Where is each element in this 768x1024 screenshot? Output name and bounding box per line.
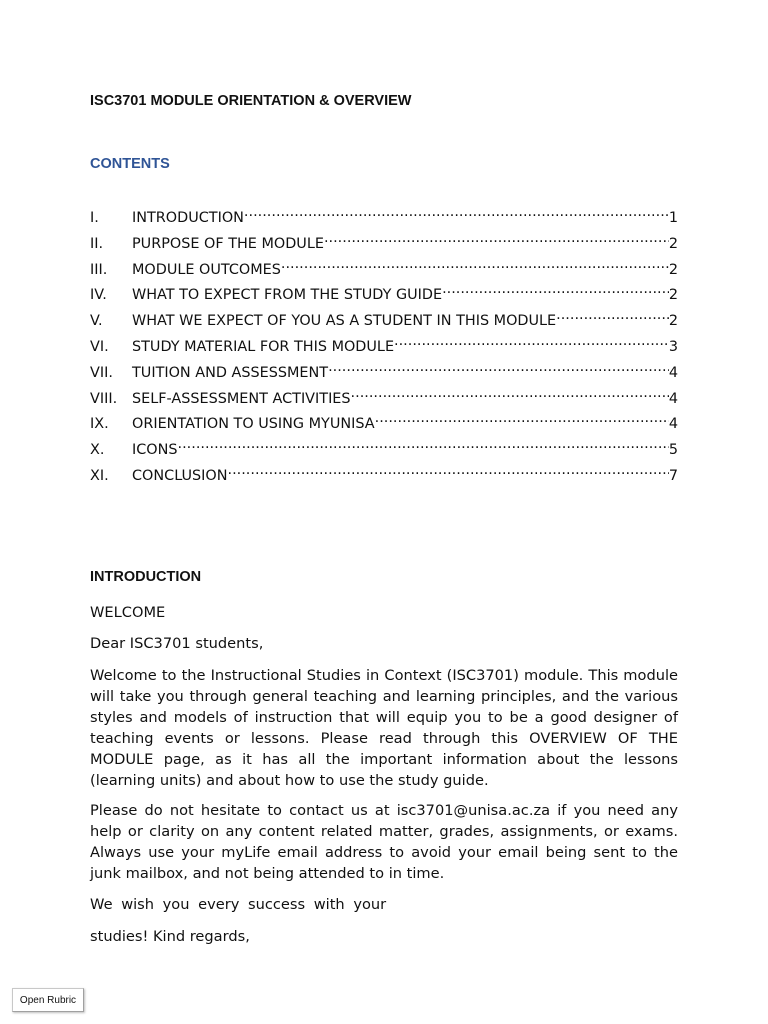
toc-entry-title: WHAT TO EXPECT FROM THE STUDY GUIDE <box>132 287 443 304</box>
toc-entry-page: 4 <box>668 416 678 433</box>
open-rubric-button[interactable]: Open Rubric <box>12 988 84 1012</box>
toc-entry[interactable] <box>90 385 678 411</box>
toc-dot-leader <box>228 462 669 480</box>
toc-entry[interactable] <box>90 281 678 307</box>
toc-entry-number: IV. <box>90 287 107 304</box>
toc-entry-page: 5 <box>668 442 678 459</box>
toc-dot-leader <box>442 281 669 299</box>
toc-dot-leader <box>394 333 669 351</box>
toc-dot-leader <box>324 230 669 248</box>
toc-entry[interactable] <box>90 462 678 488</box>
toc-entry-number: VII. <box>90 364 113 381</box>
toc-entry-title: PURPOSE OF THE MODULE <box>132 235 324 252</box>
toc-entry[interactable] <box>90 230 678 256</box>
toc-entry-page: 2 <box>668 313 678 330</box>
toc-entry-page: 4 <box>668 364 678 381</box>
toc-entry-title: STUDY MATERIAL FOR THIS MODULE <box>132 338 395 355</box>
toc-entry-page: 2 <box>668 261 678 278</box>
toc-dot-leader <box>556 307 669 325</box>
toc-dot-leader <box>281 256 669 274</box>
closing-line-1: We wish you every success with your <box>90 896 387 913</box>
toc-dot-leader <box>178 436 669 454</box>
intro-paragraph-1: Welcome to the Instructional Studies in Context (ISC3701) module. This module will take you through general teaching and learning principles, and the various styles and models of instruction that will equip you to be a good designer of teaching events or lessons. Please read through this OVERVIEW OF THE MODULE page, as it has all the important information about the lessons (learning units) and about how to use the study guide. <box>90 667 678 789</box>
toc-entry-number: X. <box>90 442 105 459</box>
toc-dot-leader <box>351 385 669 403</box>
greeting-text: Dear ISC3701 students, <box>90 635 264 652</box>
closing-line-2: studies! Kind regards, <box>90 928 250 945</box>
toc-entry-number: II. <box>90 235 104 252</box>
toc-entry-number: XI. <box>90 467 109 484</box>
toc-entry-page: 7 <box>668 467 678 484</box>
toc-entry-title: ORIENTATION TO USING MYUNISA <box>132 416 375 433</box>
table-of-contents <box>90 204 678 488</box>
toc-dot-leader <box>244 204 669 222</box>
toc-dot-leader <box>375 410 669 428</box>
contents-heading: CONTENTS <box>90 156 170 172</box>
toc-entry-title: WHAT WE EXPECT OF YOU AS A STUDENT IN THIS MODULE <box>132 313 557 330</box>
introduction-heading: INTRODUCTION <box>90 569 202 585</box>
toc-entry-number: I. <box>90 210 99 226</box>
toc-entry[interactable] <box>90 333 678 359</box>
toc-entry[interactable] <box>90 256 678 282</box>
welcome-text: WELCOME <box>90 604 166 621</box>
document-title: ISC3701 MODULE ORIENTATION & OVERVIEW <box>90 93 412 109</box>
toc-entry[interactable] <box>90 307 678 333</box>
toc-entry-page: 2 <box>668 287 678 304</box>
toc-entry-page: 4 <box>668 390 678 407</box>
toc-entry-page: 3 <box>668 338 678 355</box>
toc-entry[interactable] <box>90 410 678 436</box>
toc-entry-page: 1 <box>668 210 678 226</box>
toc-entry-title: ICONS <box>132 442 178 459</box>
toc-entry-number: VIII. <box>90 390 118 407</box>
toc-entry-number: V. <box>90 313 103 330</box>
toc-entry[interactable] <box>90 359 678 385</box>
toc-entry-title: TUITION AND ASSESSMENT <box>132 364 329 381</box>
intro-paragraph-2: Please do not hesitate to contact us at isc3701@unisa.ac.za if you need any help or clarity on any content related matter, grades, assignments, or exams. Always use your myLife email address to avoid your email being sent to the junk mailbox, and not being attended to in time. <box>90 802 678 882</box>
toc-entry-title: MODULE OUTCOMES <box>132 261 281 278</box>
toc-entry-number: IX. <box>90 416 109 433</box>
toc-entry-title: INTRODUCTION <box>132 210 244 226</box>
toc-entry-page: 2 <box>668 235 678 252</box>
toc-entry-title: SELF-ASSESSMENT ACTIVITIES <box>132 390 351 407</box>
toc-dot-leader <box>328 359 669 377</box>
toc-entry-number: VI. <box>90 338 109 355</box>
toc-entry[interactable] <box>90 436 678 462</box>
toc-entry-number: III. <box>90 261 108 278</box>
toc-entry[interactable] <box>90 204 678 230</box>
toc-entry-title: CONCLUSION <box>132 467 228 484</box>
